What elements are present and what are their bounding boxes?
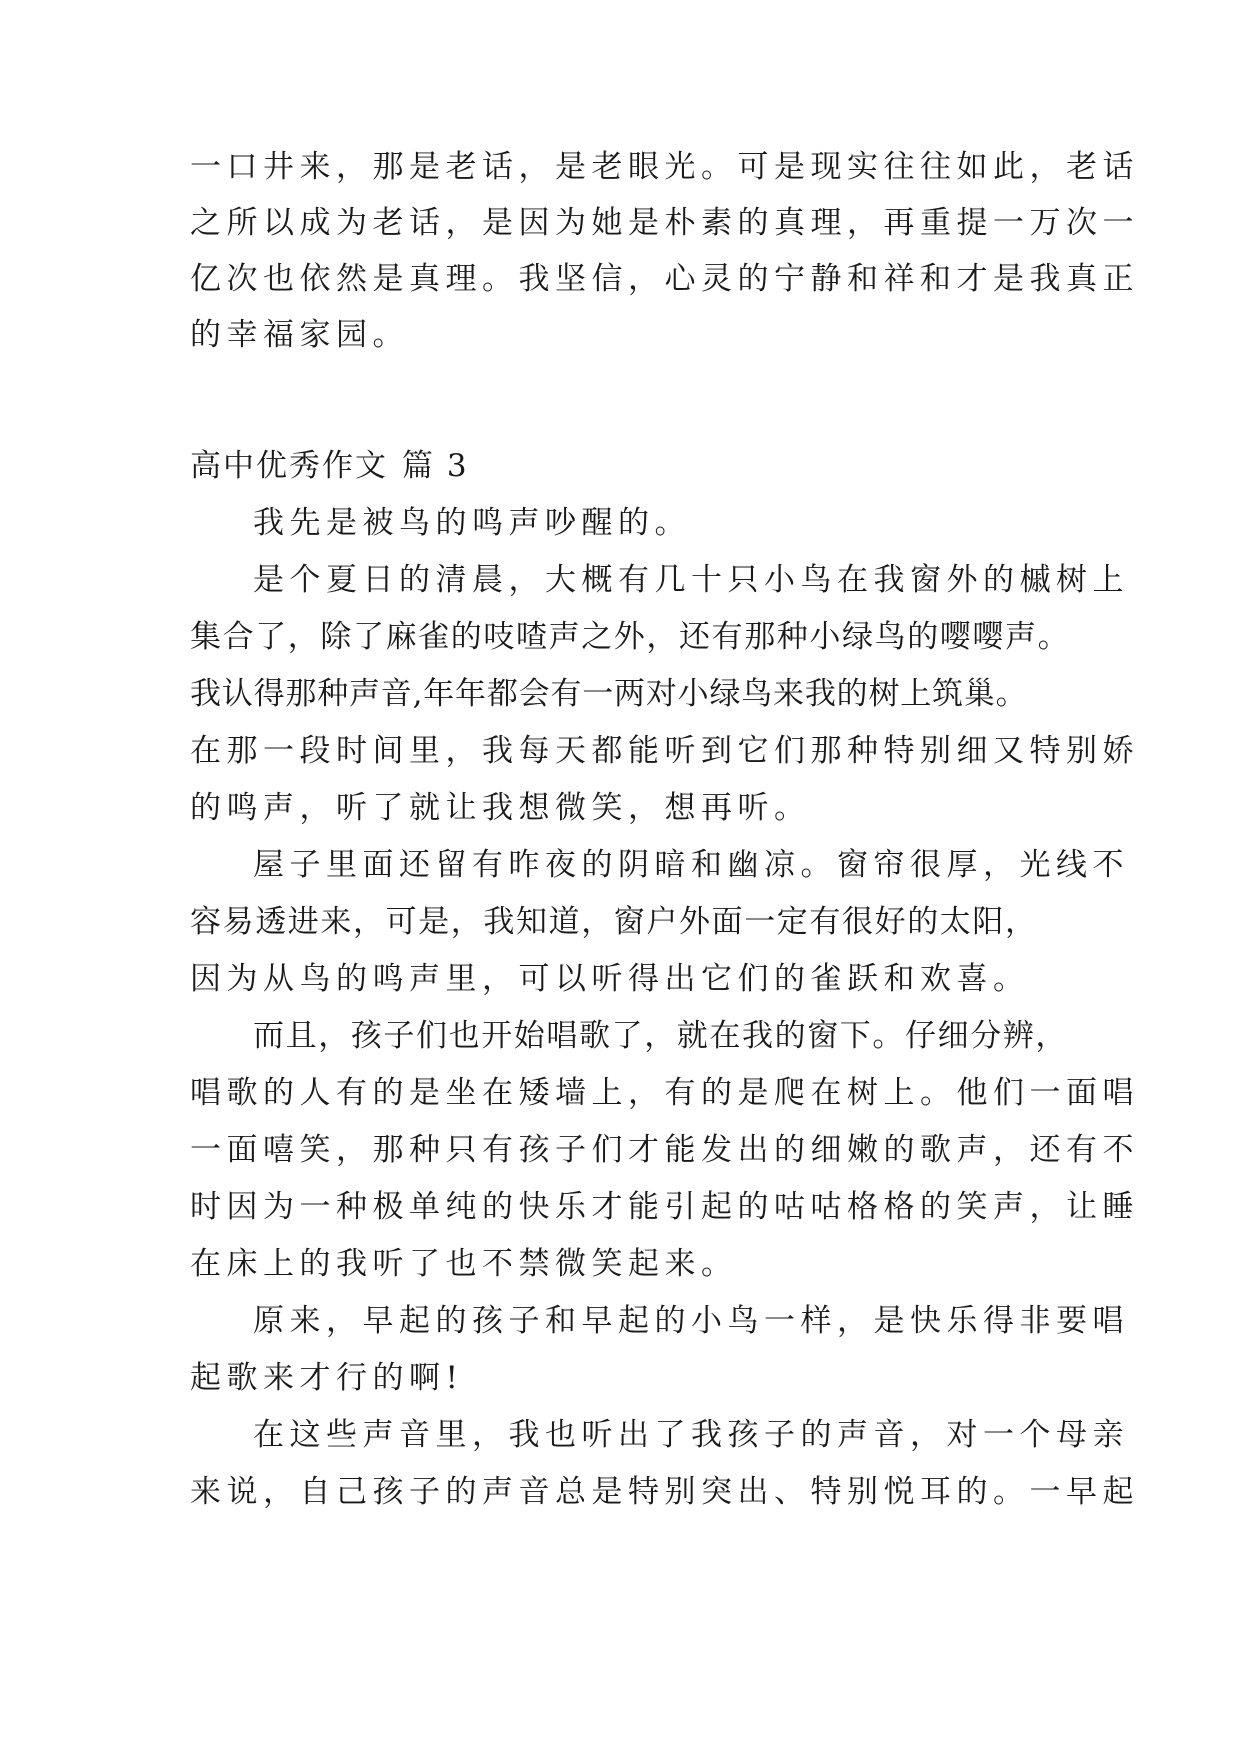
paragraph-line: 起歌来才行的啊! [190, 1360, 464, 1396]
paragraph-line: 在床上的我听了也不禁微笑起来。 [190, 1246, 738, 1282]
paragraph-line: 在这些声音里，我也听出了我孩子的声音，对一个母亲 [253, 1417, 1129, 1453]
paragraph-line: 在那一段时间里，我每天都能听到它们那种特别细又特别娇 [190, 733, 1139, 769]
paragraph-line: 我认得那种声音,年年都会有一两对小绿鸟来我的树上筑巢。 [190, 676, 1028, 712]
section-heading [190, 446, 469, 486]
paragraph-line: 是个夏日的清晨，大概有几十只小鸟在我窗外的槭树上 [253, 562, 1129, 598]
paragraph-line: 的鸣声，听了就让我想微笑，想再听。 [190, 790, 811, 826]
paragraph-line: 来说，自己孩子的声音总是特别突出、特别悦耳的。一早起 [190, 1474, 1139, 1510]
paragraph-line: 容易透进来，可是，我知道，窗户外面一定有很好的太阳， [190, 904, 1038, 940]
intro-line: 的幸福家园。 [190, 317, 409, 353]
paragraph-line: 一面嘻笑，那种只有孩子们才能发出的细嫩的歌声，还有不 [190, 1132, 1139, 1168]
section-title: 高中优秀作文 [190, 448, 388, 484]
intro-line: 之所以成为老话，是因为她是朴素的真理，再重提一万次一 [190, 205, 1139, 241]
paragraph-line: 而且，孩子们也开始唱歌了，就在我的窗下。仔细分辨， [253, 1018, 1068, 1054]
paragraph-line: 我先是被鸟的鸣声吵醒的。 [253, 505, 691, 541]
paragraph-line: 屋子里面还留有昨夜的阴暗和幽凉。窗帘很厚，光线不 [253, 847, 1129, 883]
paragraph-line: 因为从鸟的鸣声里，可以听得出它们的雀跃和欢喜。 [190, 961, 1030, 997]
paragraph-line: 原来，早起的孩子和早起的小鸟一样，是快乐得非要唱 [253, 1303, 1129, 1339]
paragraph-line: 集合了，除了麻雀的吱喳声之外，还有那种小绿鸟的嘤嘤声。 [190, 619, 1071, 655]
intro-line: 亿次也依然是真理。我坚信，心灵的宁静和祥和才是我真正 [190, 261, 1139, 297]
intro-line: 一口井来，那是老话，是老眼光。可是现实往往如此，老话 [190, 149, 1139, 185]
paragraph-line: 时因为一种极单纯的快乐才能引起的咕咕格格的笑声，让睡 [190, 1189, 1139, 1225]
section-label: 篇 3 [402, 448, 469, 484]
paragraph-line: 唱歌的人有的是坐在矮墙上，有的是爬在树上。他们一面唱 [190, 1075, 1139, 1111]
